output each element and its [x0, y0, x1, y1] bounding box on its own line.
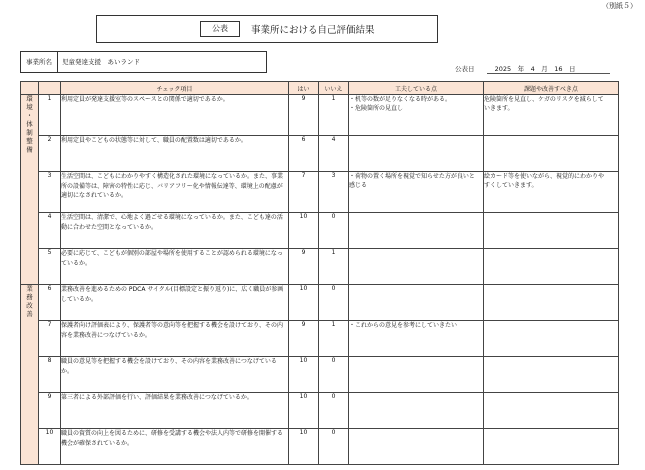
effort-line: 感じる	[349, 182, 368, 189]
no-count: 0	[319, 285, 349, 321]
row-number: 2	[39, 136, 61, 172]
yes-count: 10	[289, 285, 319, 321]
header-no: いいえ	[319, 82, 349, 95]
improve-note	[484, 172, 619, 213]
check-item: 第三者による外部評価を行い、評価結果を業務改善につなげているか。	[61, 393, 289, 429]
check-item: 生活空間は、清潔で、心地よく過ごせる環境になっているか。また、こども達の活動に合わせた空間となっているか。	[61, 213, 289, 249]
check-item: 必要に応じて、こどもが個別の部屋や場所を使用することが認められる環境になっているか。	[61, 249, 289, 285]
check-item: 職員の資質の向上を図るために、研修を受講する機会や法人内等で研修を開催する機会が確保されているか。	[61, 429, 289, 465]
improve-note	[484, 393, 619, 429]
improve-note	[484, 213, 619, 249]
effort-line: ・荷物の置く場所を視覚で知らせた方が良いと	[349, 173, 475, 180]
row-number: 10	[39, 429, 61, 465]
public-badge: 公表	[200, 21, 240, 37]
yes-count: 9	[289, 249, 319, 285]
check-item: 職員の意見等を把握する機会を設けており、その内容を業務改善につなげているか。	[61, 357, 289, 393]
table-row	[21, 357, 619, 393]
table-header-row	[21, 82, 619, 95]
row-number: 7	[39, 321, 61, 357]
improve-line: 危険箇所を見直し、ケガのリスクを減らして	[484, 96, 604, 103]
category-cell	[21, 95, 39, 285]
effort-note	[349, 429, 484, 465]
header-improve: 課題や改善すべき点	[484, 82, 619, 95]
yes-count: 7	[289, 172, 319, 213]
row-number: 3	[39, 172, 61, 213]
no-count: 0	[319, 213, 349, 249]
title-box	[96, 15, 438, 43]
no-count: 0	[319, 429, 349, 465]
improve-note	[484, 95, 619, 136]
yes-count: 10	[289, 393, 319, 429]
improve-note	[484, 429, 619, 465]
effort-note	[349, 393, 484, 429]
table-row	[21, 136, 619, 172]
no-count: 1	[319, 321, 349, 357]
check-item: 利用定員が発達支援室等のスペースとの関係で適切であるか。	[61, 95, 289, 136]
header-yes: はい	[289, 82, 319, 95]
evaluation-table	[20, 81, 619, 465]
effort-line: ・机等の数が足りなくなる時がある。	[349, 96, 452, 103]
check-item: 利用定員やこどもの状態等に対して、職員の配置数は適切であるか。	[61, 136, 289, 172]
effort-note	[349, 95, 484, 136]
improve-note	[484, 357, 619, 393]
effort-note	[349, 172, 484, 213]
effort-note	[349, 213, 484, 249]
yes-count: 10	[289, 429, 319, 465]
category-label: 業務改善	[25, 285, 33, 319]
header-blank	[39, 82, 61, 95]
effort-note	[349, 285, 484, 321]
page-title: 事業所における自己評価結果	[251, 25, 375, 36]
no-count: 0	[319, 393, 349, 429]
header-effort: 工夫している点	[349, 82, 484, 95]
no-count: 0	[319, 357, 349, 393]
row-number: 9	[39, 393, 61, 429]
row-number: 4	[39, 213, 61, 249]
yes-count: 9	[289, 95, 319, 136]
improve-line: すくしていきます。	[484, 182, 538, 189]
row-number: 6	[39, 285, 61, 321]
category-cell	[21, 285, 39, 465]
publish-date-value: 2025 年 4 月 16 日	[487, 64, 610, 74]
no-count: 1	[319, 95, 349, 136]
check-item: 保護者向け評価表により、保護者等の意向等を把握する機会を設けており、その内容を業務改善につなげているか。	[61, 321, 289, 357]
table-row	[21, 213, 619, 249]
effort-note	[349, 249, 484, 285]
table-row	[21, 249, 619, 285]
office-label: 事業所名	[20, 51, 58, 73]
category-label: 環境・体制整備	[25, 95, 33, 155]
table-row	[21, 95, 619, 136]
improve-line: いきます。	[484, 105, 514, 112]
effort-note	[349, 136, 484, 172]
improve-note	[484, 285, 619, 321]
no-count: 3	[319, 172, 349, 213]
effort-note	[349, 321, 484, 357]
header-check: チェック項目	[61, 82, 289, 95]
table-row	[21, 429, 619, 465]
publish-date	[455, 64, 610, 74]
yes-count: 6	[289, 136, 319, 172]
header-blank	[21, 82, 39, 95]
check-item: 業務改善を進めるための PDCA サイクル(目標設定と振り返り)に、広く職員が参画しているか。	[61, 285, 289, 321]
improve-note	[484, 321, 619, 357]
yes-count: 9	[289, 321, 319, 357]
yes-count: 10	[289, 357, 319, 393]
yes-count: 10	[289, 213, 319, 249]
improve-note	[484, 249, 619, 285]
effort-line: ・これからの意見を参考にしていきたい	[349, 322, 458, 329]
no-count: 4	[319, 136, 349, 172]
publish-label: 公表日	[455, 65, 475, 73]
table-row	[21, 393, 619, 429]
form-number: （別紙５）	[602, 2, 637, 10]
check-item: 生活空間は、こどもにわかりやすく構造化された環境になっているか。また、事業所の設備等は、障害の特性に応じ、バリアフリー化や情報伝達等、環境上の配慮が適切になされているか。	[61, 172, 289, 213]
row-number: 5	[39, 249, 61, 285]
improve-note	[484, 136, 619, 172]
table-row	[21, 321, 619, 357]
table-row	[21, 172, 619, 213]
office-name: 児童発達支援 あいランド	[58, 51, 267, 73]
no-count: 1	[319, 249, 349, 285]
effort-line: ・危険箇所の見直し	[349, 105, 404, 112]
improve-line: 絵カード等を使いながら、視覚的にわかりや	[484, 173, 605, 180]
effort-note	[349, 357, 484, 393]
row-number: 8	[39, 357, 61, 393]
row-number: 1	[39, 95, 61, 136]
table-row	[21, 285, 619, 321]
